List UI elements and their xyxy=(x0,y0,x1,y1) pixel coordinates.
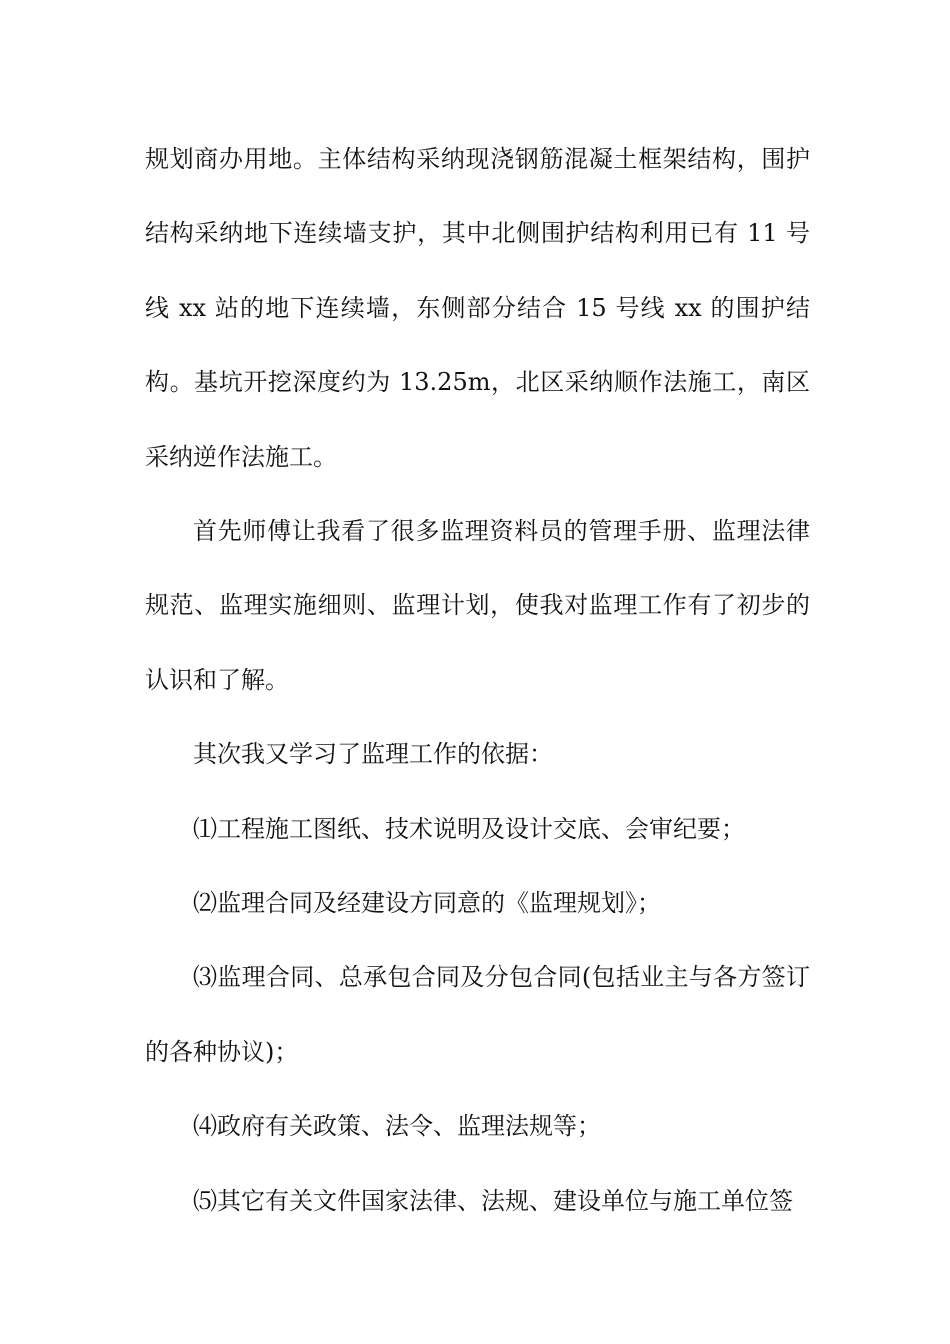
list-item-basis-3: ⑶监理合同、总承包合同及分包合同(包括业主与各方签订的各种协议)； xyxy=(145,963,810,1066)
document-body xyxy=(145,122,810,1238)
paragraph-study-materials: 首先师傅让我看了很多监理资料员的管理手册、监理法律规范、监理实施细则、监理计划，使我对监理工作有了初步的认识和了解。 xyxy=(145,517,810,694)
list-item-basis-5: ⑸其它有关文件国家法律、法规、建设单位与施工单位签 xyxy=(193,1186,793,1215)
paragraph-project-description: 规划商办用地。主体结构采纳现浇钢筋混凝土框架结构，围护结构采纳地下连续墙支护，其中北侧围护结构利用已有 11 号线 xx 站的地下连续墙，东侧部分结合 15 号线 xx 的围护结构。基坑开挖深度约为 13.25m，北区采纳顺作法施工，南区采纳逆作法施工。 xyxy=(145,145,810,471)
list-item-basis-4: ⑷政府有关政策、法令、监理法规等； xyxy=(193,1112,601,1141)
list-item-basis-1: ⑴工程施工图纸、技术说明及设计交底、会审纪要； xyxy=(193,814,745,843)
list-item-basis-2: ⑵监理合同及经建设方同意的《监理规划》； xyxy=(193,889,661,918)
paragraph-basis-intro: 其次我又学习了监理工作的依据： xyxy=(193,740,553,769)
